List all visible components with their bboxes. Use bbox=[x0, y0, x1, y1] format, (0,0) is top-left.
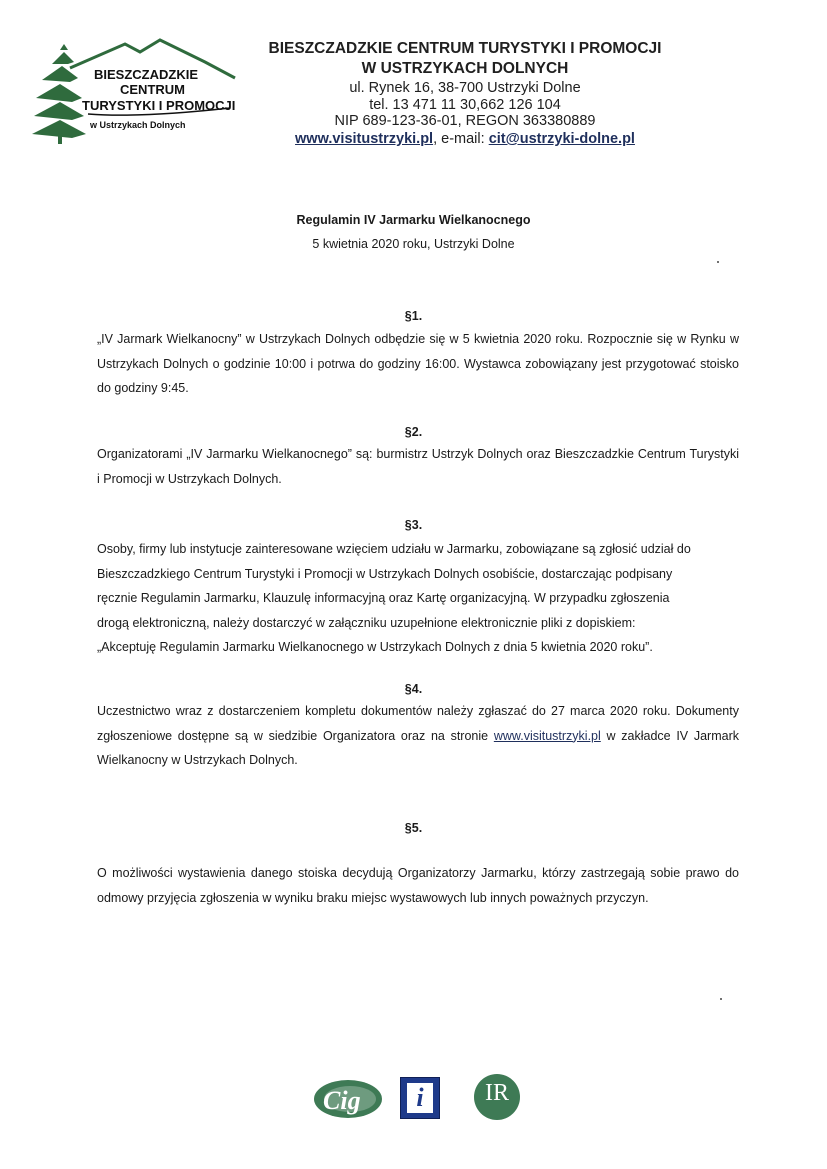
section-4-text bbox=[97, 699, 739, 773]
section-4-text-start: Uczestnictwo wraz z dostarczeniem kompletu dokumentów należy zgłaszać do 27 marca 2020 roku. Dokumenty zgłoszeniowe dostępne są w siedzibie Organizatora oraz na stronie bbox=[97, 704, 739, 743]
organization-name-line1: BIESZCZADZKIE CENTRUM TURYSTYKI I PROMOCJI bbox=[268, 40, 662, 57]
section-5-heading: §5. bbox=[404, 821, 423, 835]
section-3-line: Bieszczadzkiego Centrum Turystyki i Promocji w Ustrzykach Dolnych osobiście, dostarczając podpisany bbox=[97, 566, 673, 581]
ir-text: IR bbox=[485, 1080, 509, 1106]
email-link[interactable]: cit@ustrzyki-dolne.pl bbox=[488, 131, 635, 147]
section-3-text bbox=[97, 537, 757, 660]
speck bbox=[717, 261, 719, 263]
organization-contact bbox=[240, 131, 690, 147]
document-subtitle: 5 kwietnia 2020 roku, Ustrzyki Dolne bbox=[312, 237, 515, 251]
section-2-heading: §2. bbox=[404, 425, 423, 439]
section-3-line: ręcznie Regulamin Jarmarku, Klauzulę informacyjną oraz Kartę organizacyjną. W przypadku zgłoszenia bbox=[97, 591, 670, 605]
website-link[interactable]: www.visitustrzyki.pl bbox=[493, 728, 601, 743]
section-2-text: Organizatorami „IV Jarmarku Wielkanocnego” są: burmistrz Ustrzyk Dolnych oraz Bieszczadzkie Centrum Turystyki i Promocji w Ustrzykach Dolnych. bbox=[97, 447, 739, 486]
website-link[interactable]: www.visitustrzyki.pl bbox=[295, 131, 434, 147]
section-3-line: drogą elektroniczną, należy dostarczyć w załączniku uzupełnione elektronicznie pliki z dopiskiem: bbox=[97, 615, 636, 630]
tourist-info-logo bbox=[400, 1077, 440, 1119]
cig-logo-icon bbox=[310, 1074, 386, 1122]
logo-line2: CENTRUM bbox=[120, 82, 185, 97]
document-title: Regulamin IV Jarmarku Wielkanocnego bbox=[296, 213, 531, 227]
mountain-tree-logo-icon bbox=[30, 36, 260, 146]
organization-ids: NIP 689-123-36-01, REGON 363380889 bbox=[334, 113, 596, 129]
logo-line1: BIESZCZADZKIE bbox=[94, 67, 198, 82]
section-4-text-end: w zakładce IV Jarmark Wielkanocny w Ustrzykach Dolnych. bbox=[97, 728, 739, 767]
speck bbox=[720, 998, 722, 1000]
section-4-heading: §4. bbox=[404, 682, 423, 696]
section-3-line: Osoby, firmy lub instytucje zainteresowane wzięciem udziału w Jarmarku, zobowiązane są zgłosić udział do bbox=[97, 542, 691, 556]
logo-line4: w Ustrzykach Dolnych bbox=[90, 120, 186, 130]
section-3-heading: §3. bbox=[404, 518, 423, 532]
cig-text: Cig bbox=[323, 1086, 361, 1115]
organization-logo bbox=[30, 36, 260, 146]
section-1-heading: §1. bbox=[404, 309, 423, 323]
section-3-line: „Akceptuję Regulamin Jarmarku Wielkanocnego w Ustrzykach Dolnych z dnia 5 kwietnia 2020 roku”. bbox=[97, 640, 653, 654]
ir-logo bbox=[474, 1074, 520, 1120]
section-5-text: O możliwości wystawienia danego stoiska decydują Organizatorzy Jarmarku, którzy zastrzegają sobie prawo do odmowy przyjęcia zgłoszenia w wyniku braku miejsc wystawowych lub innych poważnych przyczyn. bbox=[97, 866, 739, 905]
email-prefix: , e-mail: bbox=[433, 131, 489, 147]
info-icon: i bbox=[416, 1083, 424, 1112]
cig-logo bbox=[310, 1074, 386, 1122]
organization-phone: tel. 13 471 11 30,662 126 104 bbox=[369, 97, 561, 113]
organization-address: ul. Rynek 16, 38-700 Ustrzyki Dolne bbox=[349, 80, 581, 96]
section-1-text: „IV Jarmark Wielkanocny” w Ustrzykach Dolnych odbędzie się w 5 kwietnia 2020 roku. Rozpocznie się w Rynku w Ustrzykach Dolnych o godzinie 10:00 i potrwa do godziny 16:00. Wystawca zobowiązany jest przygotować stoisko do godziny 9:45. bbox=[97, 332, 739, 395]
logo-line3: TURYSTYKI I PROMOCJI bbox=[82, 98, 236, 113]
organization-name-line2: W USTRZYKACH DOLNYCH bbox=[361, 60, 569, 77]
